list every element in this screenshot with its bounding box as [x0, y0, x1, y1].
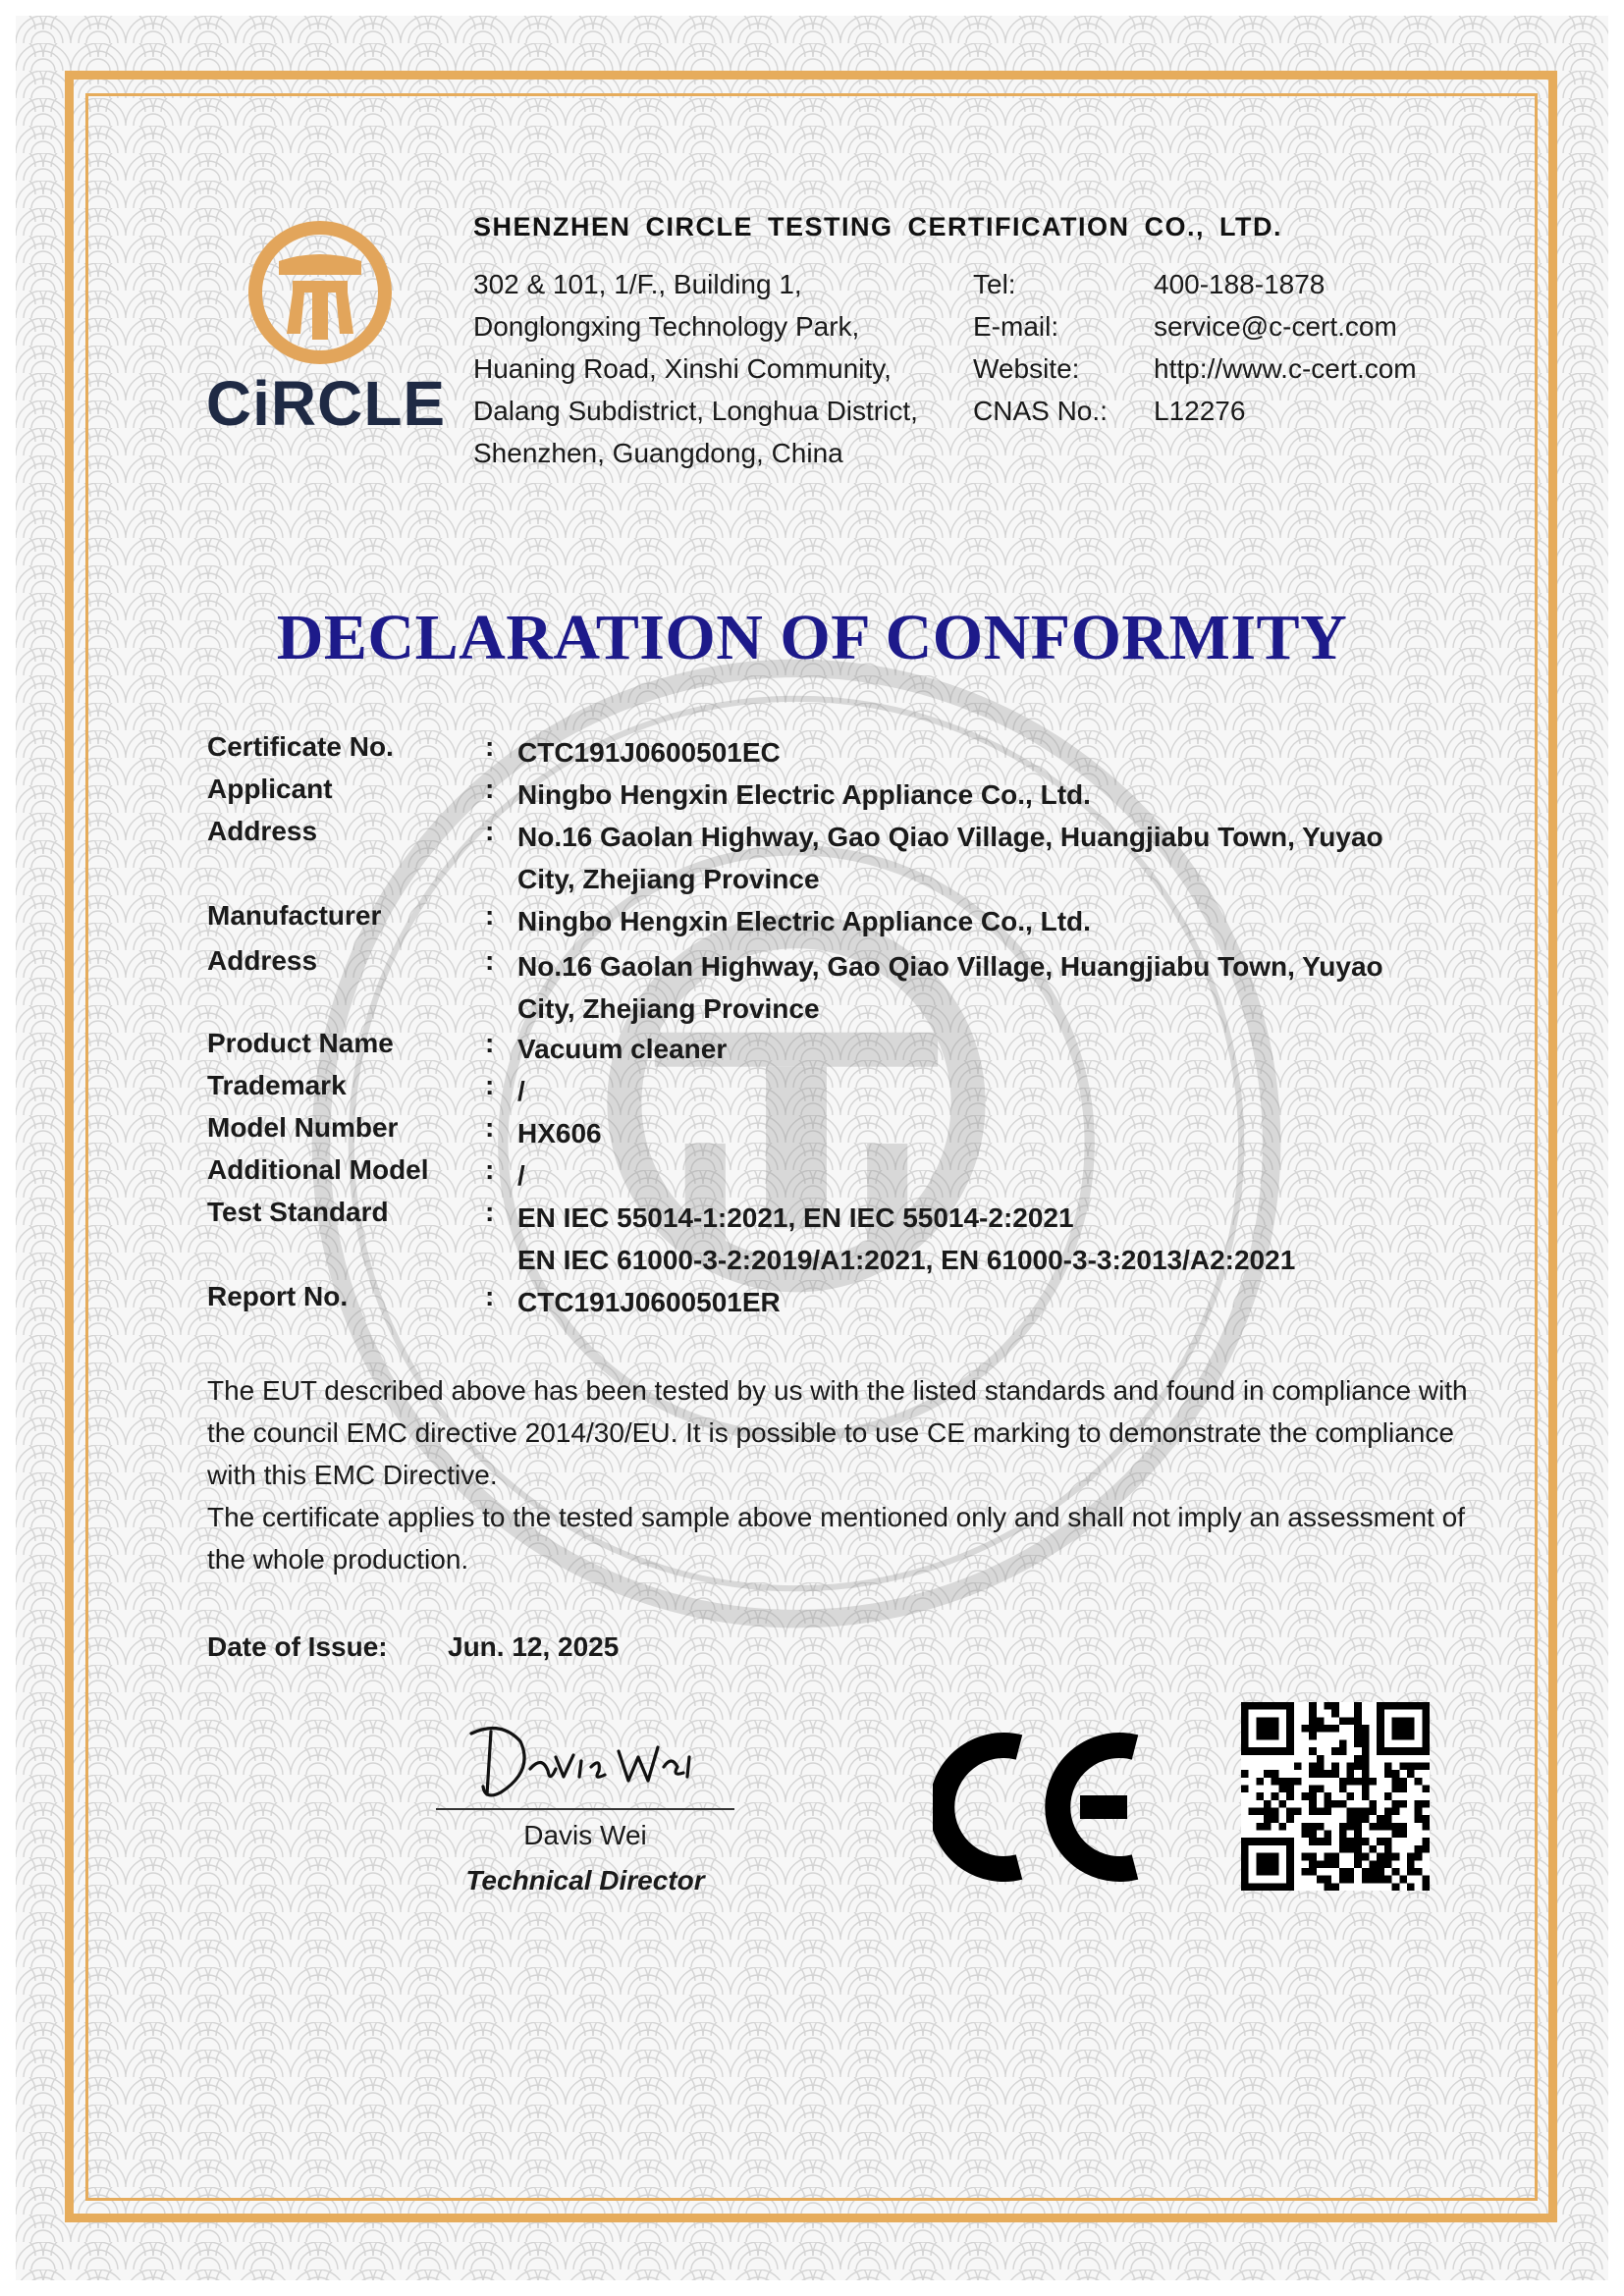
field-row — [207, 774, 1484, 816]
field-value-line: Vacuum cleaner — [517, 1034, 728, 1064]
field-value-line: HX606 — [517, 1118, 602, 1148]
field-row — [207, 1281, 1484, 1323]
field-label: Test Standard — [207, 1197, 389, 1227]
paragraph: The EUT described above has been tested by us with the listed standards and found in compliance with the council EMC directive 2014/30/EU. It is possible to use CE marking to demonstrate the compliance with this EMC Directive. — [207, 1375, 1468, 1490]
field-value — [517, 774, 1484, 816]
contact-value: L12276 — [1154, 396, 1246, 426]
field-value-line: CTC191J0600501EC — [517, 737, 781, 768]
handwritten-signature — [461, 1712, 697, 1810]
field-row — [207, 1028, 1484, 1070]
field-value-line: Ningbo Hengxin Electric Appliance Co., Ltd. — [517, 779, 1091, 810]
field-value-line: City, Zhejiang Province — [517, 864, 820, 894]
field-row — [207, 1154, 1484, 1197]
address-line: Dalang Subdistrict, Longhua District, — [473, 396, 918, 426]
field-value — [517, 816, 1484, 900]
field-label: Trademark — [207, 1070, 347, 1100]
field-label: Applicant — [207, 774, 333, 804]
contact-value: service@c-cert.com — [1154, 311, 1397, 342]
company-name: SHENZHEN CIRCLE TESTING CERTIFICATION CO., LTD. — [473, 212, 1282, 241]
signature-line — [436, 1808, 734, 1810]
field-colon: : — [485, 900, 495, 931]
field-row — [207, 816, 1484, 900]
field-row — [207, 731, 1484, 774]
field-label: Manufacturer — [207, 900, 382, 931]
field-value — [517, 1112, 1484, 1154]
field-label: Address — [207, 816, 318, 846]
field-value-line: EN IEC 55014-1:2021, EN IEC 55014-2:2021 — [517, 1202, 1074, 1233]
logo-wordmark: CiRCLE — [205, 368, 447, 439]
field-value-line: EN IEC 61000-3-2:2019/A1:2021, EN 61000-3-3:2013/A2:2021 — [517, 1245, 1296, 1275]
address-line: 302 & 101, 1/F., Building 1, — [473, 269, 802, 299]
field-label: Additional Model — [207, 1154, 429, 1185]
field-value-line: No.16 Gaolan Highway, Gao Qiao Village, Huangjiabu Town, Yuyao — [517, 822, 1383, 852]
signer-name: Davis Wei — [523, 1820, 647, 1850]
qr-code-icon — [1241, 1702, 1430, 1891]
date-of-issue-label: Date of Issue: — [207, 1631, 388, 1662]
field-colon: : — [485, 1281, 495, 1311]
field-colon: : — [485, 816, 495, 846]
contact-label: E-mail: — [973, 311, 1059, 342]
field-value-line: City, Zhejiang Province — [517, 993, 820, 1024]
field-label: Report No. — [207, 1281, 349, 1311]
field-value — [517, 1281, 1484, 1323]
field-colon: : — [485, 1070, 495, 1100]
field-colon: : — [485, 1028, 495, 1058]
field-colon: : — [485, 1197, 495, 1227]
field-colon: : — [485, 945, 495, 976]
field-row — [207, 900, 1484, 942]
declaration-text — [207, 1369, 1474, 1580]
contact-label: Website: — [973, 353, 1080, 384]
document-title: DECLARATION OF CONFORMITY — [276, 602, 1348, 673]
field-row — [207, 1112, 1484, 1154]
field-value — [517, 945, 1484, 1030]
contact-value: 400-188-1878 — [1154, 269, 1326, 299]
field-label: Model Number — [207, 1112, 399, 1143]
field-value — [517, 1070, 1484, 1112]
field-value — [517, 1028, 1484, 1070]
field-value — [517, 900, 1484, 942]
date-of-issue-value: Jun. 12, 2025 — [448, 1631, 620, 1662]
field-value-line: / — [517, 1160, 525, 1191]
field-value-line: / — [517, 1076, 525, 1106]
ce-mark-icon — [933, 1728, 1155, 1887]
address-line: Huaning Road, Xinshi Community, — [473, 353, 892, 384]
field-value-line: Ningbo Hengxin Electric Appliance Co., Ltd. — [517, 906, 1091, 936]
company-address — [473, 263, 918, 474]
field-value — [517, 1197, 1484, 1281]
field-colon: : — [485, 731, 495, 762]
field-value-line: CTC191J0600501ER — [517, 1287, 781, 1317]
field-row — [207, 945, 1484, 1030]
field-colon: : — [485, 1112, 495, 1143]
signer-title: Technical Director — [465, 1865, 705, 1896]
paragraph: The certificate applies to the tested sample above mentioned only and shall not imply an assessment of the whole production. — [207, 1502, 1465, 1575]
field-colon: : — [485, 1154, 495, 1185]
field-label: Product Name — [207, 1028, 394, 1058]
contact-value: http://www.c-cert.com — [1154, 353, 1417, 384]
address-line: Shenzhen, Guangdong, China — [473, 438, 843, 468]
contact-label: Tel: — [973, 269, 1016, 299]
address-line: Donglongxing Technology Park, — [473, 311, 860, 342]
field-row — [207, 1197, 1484, 1281]
field-value — [517, 1154, 1484, 1197]
field-value — [517, 731, 1484, 774]
field-row — [207, 1070, 1484, 1112]
contact-label: CNAS No.: — [973, 396, 1108, 426]
field-label: Certificate No. — [207, 731, 394, 762]
field-label: Address — [207, 945, 318, 976]
field-value-line: No.16 Gaolan Highway, Gao Qiao Village, Huangjiabu Town, Yuyao — [517, 951, 1383, 982]
field-colon: : — [485, 774, 495, 804]
